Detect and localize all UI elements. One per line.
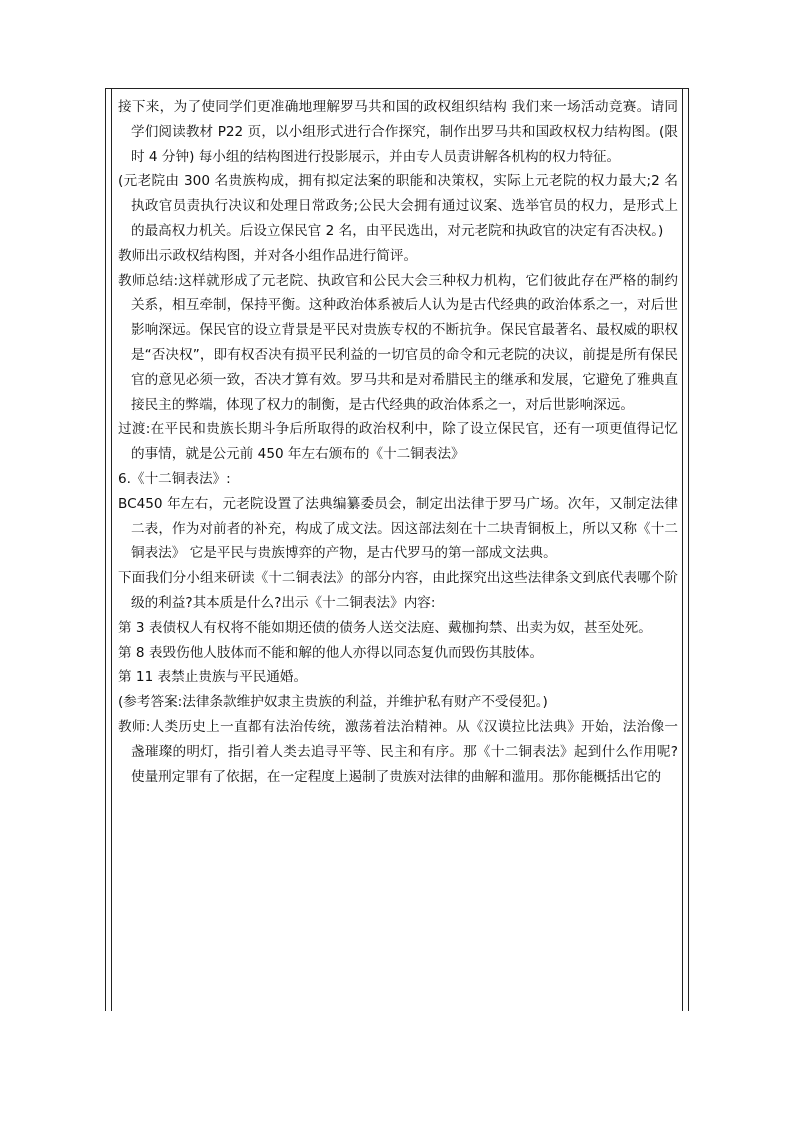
paragraph-answer-structure: (元老院由 300 名贵族构成，拥有拟定法案的职能和决策权，实际上元老院的权力最大;2 名执政官员责执行决议和处理日常政务;公民大会拥有通过议案、选举官员的权力，是形式上的最高权力机关。后设立保民官 2 名，由平民选出，对元老院和执政官的决定有否决权。) [118, 173, 678, 239]
paragraph-reference-answer: (参考答案:法律条款维护奴隶主贵族的利益，并维护私有财产不受侵犯。) [118, 694, 548, 711]
paragraph-table-11: 第 11 表禁止贵族与平民通婚。 [118, 669, 308, 686]
lesson-content [118, 95, 678, 789]
paragraph-teacher-shows: 教师出示政权结构图，并对各小组作品进行简评。 [118, 247, 418, 264]
paragraph-teacher-summary: 教师总结:这样就形成了元老院、执政官和公民大会三种权力机构，它们彼此存在严格的制约关系，相互牵制，保持平衡。这种政治体系被后人认为是古代经典的政治体系之一，对后世影响深远。保民官的设立背景是平民对贵族专权的不断抗争。保民官最著名、最权威的职权是“否决权”，即有权否决有损平民利益的一切官员的命令和元老院的决议，前提是所有保民官的意见必须一致，否决才算有效。罗马共和是对希腊民主的继承和发展，它避免了雅典直接民主的弊端，体现了权力的制衡，是古代经典的政治体系之一，对后世影响深远。 [118, 272, 678, 413]
paragraph-teacher-rule-of-law: 教师:人类历史上一直都有法治传统，激荡着法治精神。从《汉谟拉比法典》开始，法治像一盏璀璨的明灯，指引着人类去追寻平等、民主和有序。那《十二铜表法》起到什么作用呢?使量刑定罪有了依据，在一定程度上遏制了贵族对法律的曲解和滥用。那你能概括出它的 [118, 718, 678, 785]
paragraph-table-8: 第 8 表毁伤他人肢体而不能和解的他人亦得以同态复仇而毁伤其肢体。 [118, 644, 544, 661]
table-left-border [105, 88, 106, 1011]
paragraph-twelve-tables-background: BC450 年左右，元老院设置了法典编纂委员会，制定出法律于罗马广场。次年，又制定法律二表，作为对前者的补充，构成了成文法。因这部法刻在十二块青铜板上，所以又称《十二铜表法》 它是平民与贵族博弈的产物，是古代罗马的第一部成文法典。 [118, 495, 678, 562]
section-heading-twelve-tables: 6.《十二铜表法》: [118, 470, 231, 487]
table-right-border [688, 88, 689, 1011]
paragraph-table-3: 第 3 表债权人有权将不能如期还债的债务人送交法庭、戴枷拘禁、出卖为奴，甚至处死。 [118, 619, 652, 636]
paragraph-transition: 过渡:在平民和贵族长期斗争后所取得的政治权利中，除了设立保民官，还有一项更值得记忆的事情，就是公元前 450 年左右颁布的《十二铜表法》 [118, 421, 678, 463]
paragraph-group-study: 下面我们分小组来研读《十二铜表法》的部分内容，由此探究出这些法律条文到底代表哪个阶级的利益?其本质是什么?出示《十二铜表法》内容: [118, 570, 678, 611]
paragraph-activity-intro: 接下来，为了使同学们更准确地理解罗马共和国的政权组织结构 我们来一场活动竞赛。请同学们阅读教材 P22 页，以小组形式进行合作探究，制作出罗马共和国政权权力结构图。(限时 4 分钟) 每小组的结构图进行投影展示，并由专人员责讲解各机构的权力特征。 [118, 99, 678, 165]
